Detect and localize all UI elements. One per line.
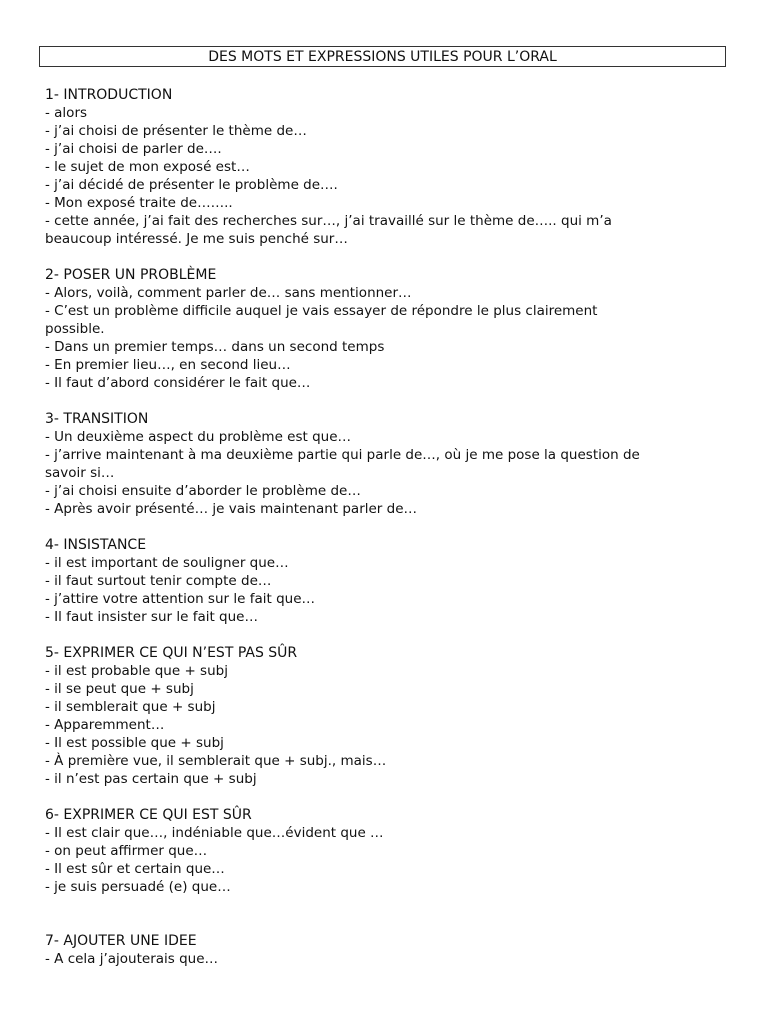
list-item: - En premier lieu…, en second lieu… (45, 357, 291, 373)
list-item: - Un deuxième aspect du problème est que… (45, 429, 352, 445)
list-item: - Il faut d’abord considérer le fait que… (45, 375, 311, 391)
page-title: DES MOTS ET EXPRESSIONS UTILES POUR L’ORAL (39, 46, 726, 67)
list-item: - Mon exposé traite de…….. (45, 195, 233, 211)
list-item: - il n’est pas certain que + subj (45, 771, 257, 787)
list-item: - j’ai choisi de présenter le thème de… (45, 123, 307, 139)
list-item: - À première vue, il semblerait que + subj., mais… (45, 753, 387, 769)
section-transition (45, 410, 725, 518)
section-insistance (45, 536, 725, 626)
list-item: - j’ai choisi ensuite d’aborder le problème de… (45, 483, 361, 499)
list-item: - on peut affirmer que… (45, 843, 208, 859)
section-poser-un-probleme (45, 266, 725, 392)
sections-container (45, 86, 725, 968)
list-item: - il semblerait que + subj (45, 699, 216, 715)
list-item: - Alors, voilà, comment parler de… sans mentionner… (45, 285, 412, 301)
list-item: - j’attire votre attention sur le fait que… (45, 591, 315, 607)
section-heading: 2- POSER UN PROBLÈME (45, 267, 217, 283)
section-heading: 6- EXPRIMER CE QUI EST SÛR (45, 807, 252, 823)
list-item: - A cela j’ajouterais que… (45, 951, 219, 967)
list-item: - je suis persuadé (e) que… (45, 879, 231, 895)
section-ajouter-une-idee (45, 932, 725, 968)
list-item: - il est important de souligner que… (45, 555, 289, 571)
section-pas-sur (45, 644, 725, 788)
list-item: savoir si… (45, 465, 115, 481)
list-item: - Il est sûr et certain que… (45, 861, 225, 877)
section-heading: 7- AJOUTER UNE IDEE (45, 933, 197, 949)
section-heading: 4- INSISTANCE (45, 537, 147, 553)
list-item: - j’arrive maintenant à ma deuxième partie qui parle de…, où je me pose la question de (45, 447, 640, 463)
list-item: - cette année, j’ai fait des recherches sur…, j’ai travaillé sur le thème de….. qui m’a (45, 213, 612, 229)
list-item: - alors (45, 105, 88, 121)
section-sur (45, 806, 725, 896)
list-item: - Apparemment… (45, 717, 165, 733)
section-heading: 5- EXPRIMER CE QUI N’EST PAS SÛR (45, 645, 298, 661)
list-item: - Il faut insister sur le fait que… (45, 609, 258, 625)
list-item: - Il est possible que + subj (45, 735, 224, 751)
list-item: - j’ai décidé de présenter le problème de…. (45, 177, 338, 193)
list-item: - il se peut que + subj (45, 681, 194, 697)
list-item: - j’ai choisi de parler de…. (45, 141, 222, 157)
list-item: - Après avoir présenté… je vais maintenant parler de… (45, 501, 418, 517)
section-introduction (45, 86, 725, 248)
list-item: - Dans un premier temps… dans un second temps (45, 339, 385, 355)
list-item: - C’est un problème difficile auquel je vais essayer de répondre le plus clairement (45, 303, 598, 319)
section-heading: 1- INTRODUCTION (45, 87, 173, 103)
list-item: - il faut surtout tenir compte de… (45, 573, 272, 589)
list-item: possible. (45, 321, 105, 337)
section-heading: 3- TRANSITION (45, 411, 149, 427)
list-item: - il est probable que + subj (45, 663, 228, 679)
list-item: beaucoup intéressé. Je me suis penché sur… (45, 231, 348, 247)
list-item: - Il est clair que…, indéniable que…évident que … (45, 825, 384, 841)
list-item: - le sujet de mon exposé est… (45, 159, 250, 175)
